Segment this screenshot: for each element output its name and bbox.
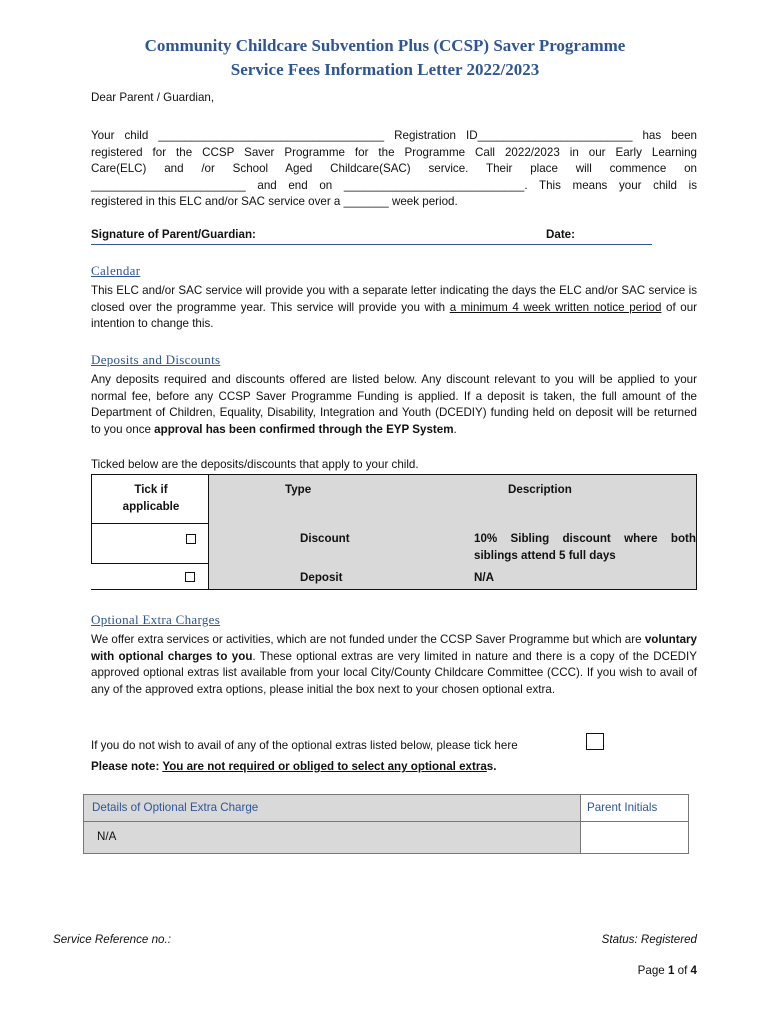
service-reference: Service Reference no.:	[53, 933, 171, 946]
optional-heading: Optional Extra Charges	[91, 612, 221, 627]
title-line-2: Service Fees Information Letter 2022/2023	[230, 60, 540, 79]
deposits-text-end: .	[453, 422, 457, 436]
intro-paragraph	[91, 128, 697, 211]
date-field[interactable]	[546, 227, 652, 245]
col-header-details: Details of Optional Extra Charge	[92, 801, 259, 814]
col-header-type: Type	[285, 483, 312, 496]
row-description: N/A	[474, 571, 494, 584]
calendar-heading: Calendar	[91, 263, 141, 278]
page-total: 4	[690, 964, 697, 977]
col-header-description: Description	[508, 483, 572, 496]
signature-label: Signature of Parent/Guardian:	[91, 228, 256, 241]
page-current: 1	[667, 964, 675, 977]
deposits-text: Any deposits required and discounts offered are listed below. Any discount relevant to you will be applied to your normal fee, before any CCSP Saver Programme Funding is applied. If a deposit is taken, the full amount of the Department of Children, Equality, Disability, Integration and Youth (DCEDIY) funding held on deposit will be returned to you once	[91, 373, 697, 436]
table-row	[91, 524, 209, 564]
page-title	[0, 34, 770, 82]
row-details: N/A	[97, 830, 117, 843]
intro-line: ________________________ and end on ____________________________. This means your child is	[91, 178, 697, 192]
optional-text-b: . These optional extras are very limited in nature and there is a copy of the DCEDIY approved optional extras list available from your local City/County Childcare Committee (CCC). If you wish to avail of any of the approved extra options, please initial the box next to your chosen optional extra.	[91, 649, 698, 696]
note-text-end: s.	[486, 760, 497, 773]
greeting: Dear Parent / Guardian,	[91, 91, 215, 104]
calendar-paragraph	[91, 283, 697, 333]
table-row-cells	[209, 524, 697, 564]
opt-out-text: If you do not wish to avail of any of the optional extras listed below, please tick here	[91, 739, 518, 752]
header-grey	[209, 474, 697, 524]
table-row	[91, 564, 209, 590]
note-row	[91, 759, 496, 776]
discount-checkbox[interactable]	[186, 534, 196, 544]
optional-text: We offer extra services or activities, which are not funded under the CCSP Saver Programme but which are	[91, 633, 645, 646]
optional-extras-table	[83, 794, 689, 854]
date-label: Date:	[546, 228, 575, 241]
intro-line: registered for the CCSP Saver Programme for the Programme Call 2022/2023 in our Early Learning	[91, 145, 697, 159]
col-header-initials-cell	[581, 795, 688, 822]
deposits-bold-text: approval has been confirmed through the EYP System	[154, 422, 454, 436]
optional-bold-text: voluntary with optional charges to you	[91, 633, 697, 663]
signature-row	[91, 227, 653, 245]
col-header-tick	[91, 474, 209, 524]
page-of: of	[674, 964, 691, 977]
page-number	[638, 963, 697, 980]
status-text: Status: Registered	[601, 933, 697, 946]
intro-line: registered in this ELC and/or SAC service over a _______ week period.	[91, 195, 458, 208]
deposits-paragraph	[91, 372, 697, 438]
intro-line: Care(ELC) and /or School Aged Childcare(SAC) service. Their place will commence on	[91, 162, 697, 175]
parent-initials-input[interactable]	[581, 822, 688, 853]
table-intro: Ticked below are the deposits/discounts that apply to your child.	[91, 458, 419, 471]
row-description: 10% Sibling discount where both siblings attend 5 full days	[474, 532, 696, 562]
note-text: You are not required or obliged to select any optional extra	[162, 760, 487, 773]
calendar-text: This ELC and/or SAC service will provide you with a separate letter indicating the days the ELC and/or SAC service is closed over the programme year. This service will provide you with	[91, 284, 697, 314]
signature-field[interactable]	[91, 227, 546, 245]
table-row	[84, 822, 581, 853]
calendar-notice-text: a minimum 4 week written notice period	[449, 300, 662, 314]
opt-out-checkbox[interactable]	[586, 733, 604, 750]
table-row-cells	[209, 564, 697, 590]
page-prefix: Page	[637, 964, 668, 977]
deposit-checkbox[interactable]	[185, 572, 195, 582]
title-line-1: Community Childcare Subvention Plus (CCSP) Saver Programme	[144, 36, 626, 55]
col-header-tick-label: Tick if applicable	[122, 483, 180, 513]
opt-out-row	[91, 738, 518, 755]
calendar-text-end: of our intention to change this.	[91, 300, 698, 330]
intro-line: Your child ___________________________________ Registration ID________________________ has been	[91, 129, 697, 142]
deposits-table	[91, 474, 697, 590]
note-label: Please note:	[91, 760, 160, 773]
optional-paragraph	[91, 632, 697, 698]
col-header-initials: Parent Initials	[587, 801, 658, 814]
col-header-details-cell	[84, 795, 581, 822]
deposits-heading: Deposits and Discounts	[91, 352, 221, 367]
row-type: Deposit	[300, 571, 343, 584]
row-type: Discount	[300, 532, 350, 545]
